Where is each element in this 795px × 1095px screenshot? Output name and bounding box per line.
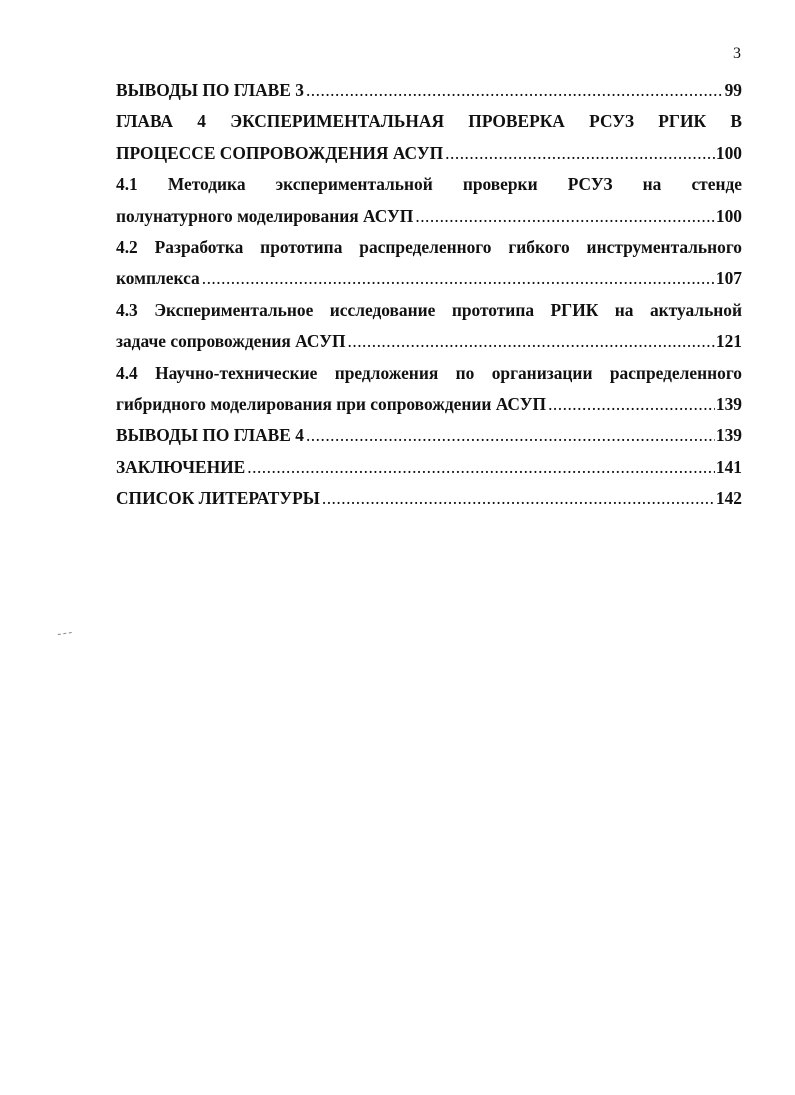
toc-entry-title: ЗАКЛЮЧЕНИЕ [116,456,246,477]
toc-entry-conclusion[interactable] [116,452,742,483]
dot-leader [306,75,724,106]
toc-entry-title-line-1: 4.4 Научно-технические предложения по организации распределенного [116,362,742,383]
dot-leader [247,452,715,483]
toc-entry-title: СПИСОК ЛИТЕРАТУРЫ [116,488,320,509]
table-of-contents [116,75,742,514]
scan-artifact-mark [58,632,72,638]
toc-entry-title-line-1: ГЛАВА 4 ЭКСПЕРИМЕНТАЛЬНАЯ ПРОВЕРКА РСУЗ РГИК В [116,111,742,132]
toc-entry-title-line-2: задаче сопровождения АСУП [116,331,346,352]
toc-entry-section-4-3[interactable] [116,295,742,358]
toc-entry-conclusions-ch4[interactable] [116,420,742,451]
page-number: 3 [733,45,741,62]
toc-entry-title-line-2: гибридного моделирования при сопровождении АСУП [116,393,547,414]
toc-entry-title-line-2: комплекса [116,268,200,289]
toc-page-number: 139 [715,425,742,446]
toc-page-number: 99 [724,80,742,100]
toc-entry-section-4-1[interactable] [116,169,742,232]
toc-entry-title: ВЫВОДЫ ПО ГЛАВЕ 4 [116,425,304,446]
toc-entry-section-4-4[interactable] [116,358,742,421]
toc-page-number: 107 [715,268,742,289]
toc-entry-conclusions-ch3[interactable] [116,75,742,106]
toc-page-number: 139 [715,393,742,414]
toc-page-number: 100 [715,142,742,163]
dot-leader [445,138,715,169]
toc-entry-title-line-2: полунатурного моделирования АСУП [116,205,414,226]
dot-leader [548,389,715,420]
toc-entry-title-line-1: 4.1 Методика экспериментальной проверки РСУЗ на стенде [116,174,742,195]
toc-entry-section-4-2[interactable] [116,232,742,295]
dot-leader [348,326,715,357]
dot-leader [322,483,715,514]
toc-entry-title-line-1: 4.2 Разработка прототипа распределенного гибкого инструментального [116,236,742,257]
dot-leader [415,201,715,232]
toc-page-number: 121 [715,331,742,352]
dot-leader [306,420,715,451]
toc-entry-title-line-1: 4.3 Экспериментальное исследование прототипа РГИК на актуальной [116,299,742,320]
toc-page-number: 142 [715,488,742,509]
toc-entry-chapter-4[interactable] [116,106,742,169]
dot-leader [202,263,715,294]
toc-entry-title: ВЫВОДЫ ПО ГЛАВЕ 3 [116,80,304,100]
toc-page-number: 100 [715,205,742,226]
toc-page-number: 141 [715,456,742,477]
toc-entry-references[interactable] [116,483,742,514]
toc-entry-title-line-2: ПРОЦЕССЕ СОПРОВОЖДЕНИЯ АСУП [116,142,444,163]
